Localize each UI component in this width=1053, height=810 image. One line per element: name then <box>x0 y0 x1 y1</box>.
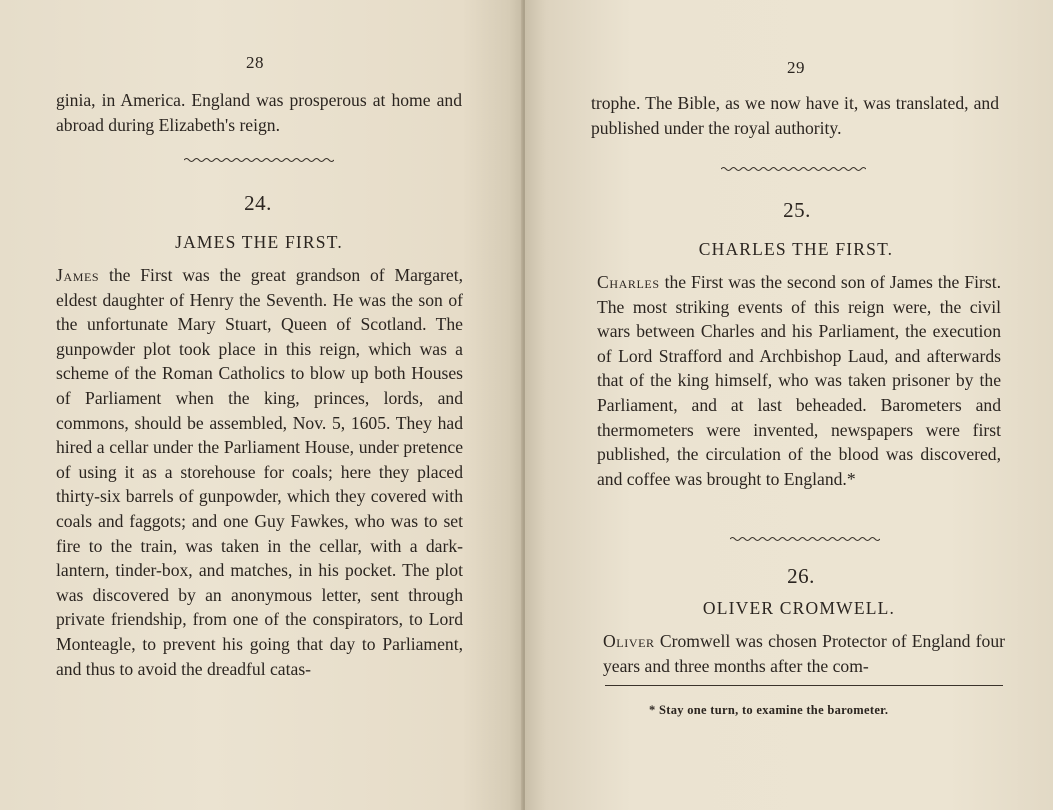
section-title: CHARLES THE FIRST. <box>698 239 894 259</box>
dropcap-word: Charles <box>597 272 660 292</box>
page-number: 28 <box>246 53 264 72</box>
wavy-divider-ornament <box>730 534 880 544</box>
dropcap-word: James <box>56 265 100 285</box>
section-title: OLIVER CROMWELL. <box>702 598 896 618</box>
intro-text: ginia, in America. England was prosperous at home and abroad during Elizabeth's reign. <box>56 90 462 135</box>
footnote: * Stay one turn, to examine the barometer. <box>649 703 889 717</box>
wavy-divider-ornament <box>184 155 334 165</box>
section-body <box>597 270 1001 491</box>
section-number: 26. <box>787 564 815 588</box>
intro-paragraph <box>591 91 999 140</box>
left-page <box>0 0 525 810</box>
section-number: 25. <box>783 198 811 222</box>
page-number: 29 <box>787 58 805 77</box>
intro-text: trophe. The Bible, as we now have it, was translated, and published under the royal authority. <box>591 93 999 138</box>
section-body <box>603 629 1005 678</box>
body-text: the First was the second son of James the First. The most striking events of this reign were, the civil wars between Charles and his Parliament, the execution of Lord Strafford and Archbishop Laud, and afterwards that of the king himself, who was taken prisoner by the Parliament, and at last beheaded. Barometers and thermometers were invented, newspapers were first published, the circulation of the blood was discovered, and coffee was brought to England.* <box>597 272 1001 489</box>
section-title: JAMES THE FIRST. <box>175 232 343 252</box>
body-text: the First was the great grandson of Margaret, eldest daughter of Henry the Seventh. He was the son of the unfortunate Mary Stuart, Queen of Scotland. The gunpowder plot took place in this reign, which was a scheme of the Roman Catholics to blow up both Houses of Parliament when the king, princes, lords, and commons, should be assembled, Nov. 5, 1605. They had hired a cellar under the Parliament House, under pretence of using it as a storehouse for coals; here they placed thirty-six barrels of gunpowder, which they covered with coals and faggots; and one Guy Fawkes, who was to set fire to the train, was taken in the cellar, with a dark-lantern, tinder-box, and matches, in his pocket. The plot was discovered by an anonymous letter, sent through private friendship, from one of the conspirators, to Lord Monteagle, to prevent his going that day to Parliament, and thus to avoid the dreadful catas- <box>56 265 463 679</box>
section-number: 24. <box>244 191 272 215</box>
wavy-divider-ornament <box>721 164 866 174</box>
section-body <box>56 263 463 681</box>
body-text: Cromwell was chosen Protector of England four years and three months after the com- <box>603 631 1005 676</box>
dropcap-word: Oliver <box>603 631 655 651</box>
footnote-rule <box>605 685 1003 686</box>
intro-paragraph <box>56 88 462 137</box>
right-page <box>525 0 1053 810</box>
